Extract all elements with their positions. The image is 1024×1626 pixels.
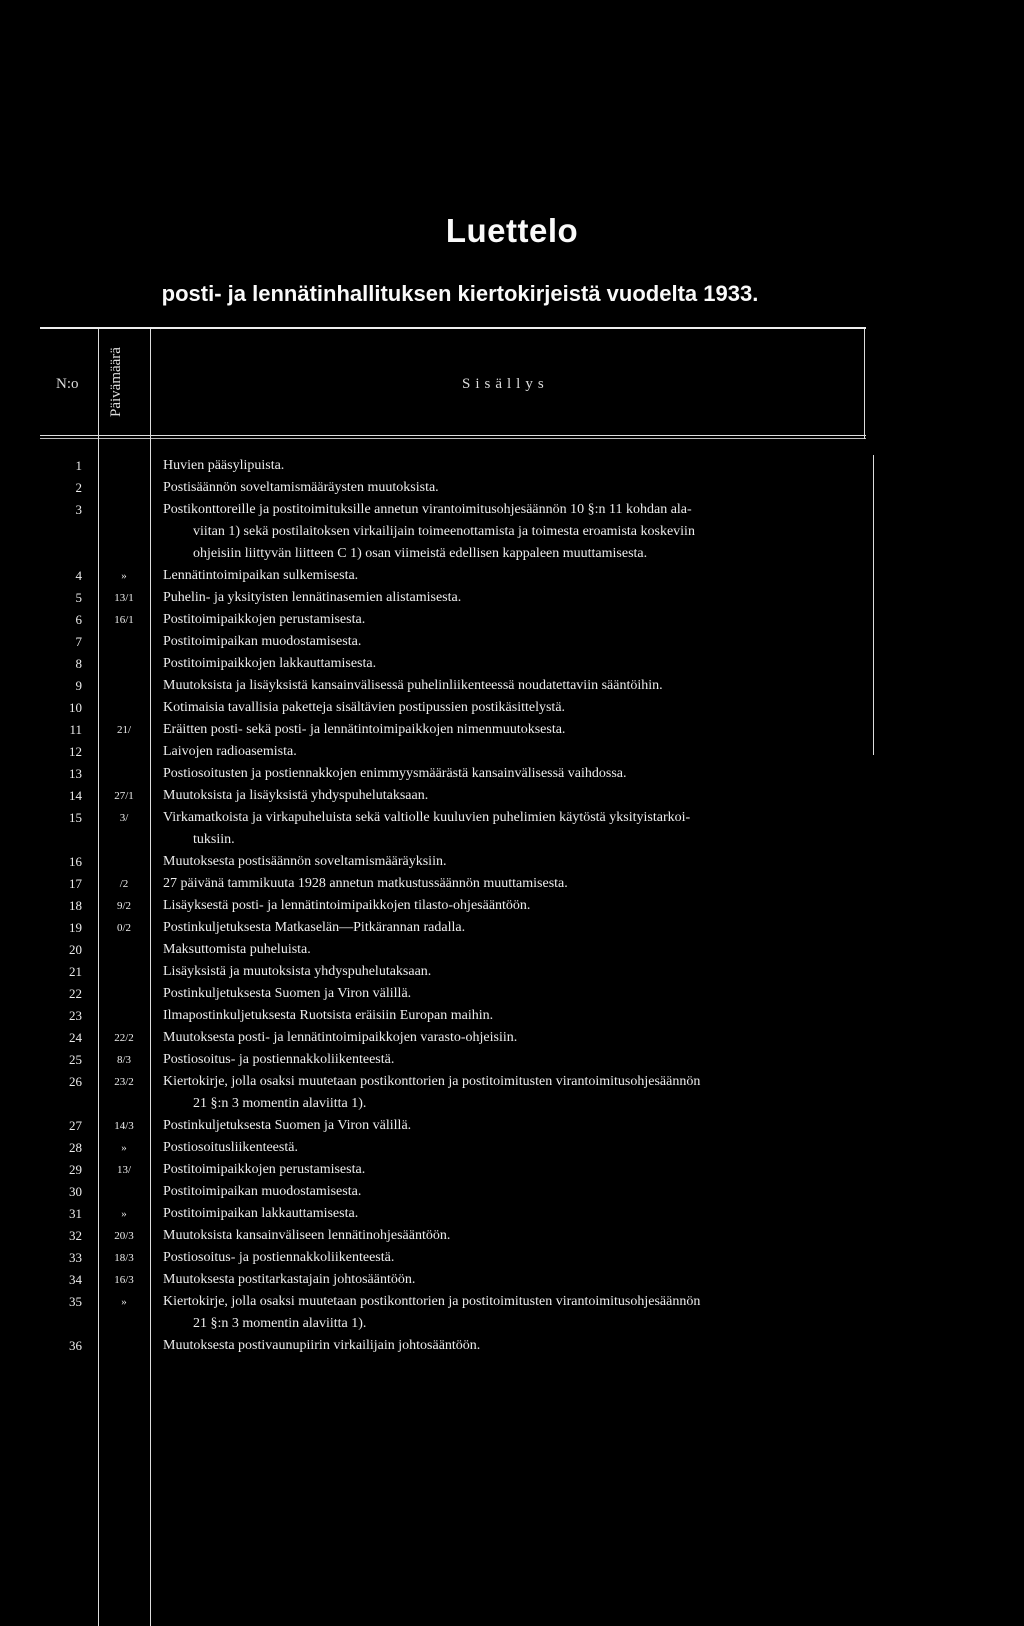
row-content-line: Virkamatkoista ja virkapuheluista sekä valtiolle kuuluvien puhelimien käytöstä yksityistarkoi- <box>163 810 691 825</box>
row-content-line: Postiosoitus- ja postiennakkoliikenteestä. <box>163 1052 395 1067</box>
row-content <box>163 697 871 719</box>
row-date: 3/ <box>119 812 129 824</box>
row-content <box>163 741 871 763</box>
table-row <box>0 1269 1024 1291</box>
row-date: 21/ <box>116 724 132 736</box>
row-content-line: Kotimaisia tavallisia paketteja sisältävien postipussien postikäsittelystä. <box>163 700 566 715</box>
row-content-line: Muutoksesta postitarkastajain johtosääntöön. <box>163 1272 416 1287</box>
table-row <box>0 697 1024 719</box>
row-number: 22 <box>69 986 82 1001</box>
row-content-line: Lennätintoimipaikan sulkemisesta. <box>163 568 359 583</box>
row-content-line: Muutoksesta postivaunupiirin virkailijain johtosääntöön. <box>163 1338 481 1353</box>
row-content-continuation: viitan 1) sekä postilaitoksen virkailijain toimeenottamista ja toimesta eroamista koskeviin <box>193 524 695 539</box>
row-content-line: Eräitten posti- sekä posti- ja lennätintoimipaikkojen nimenmuutoksesta. <box>163 722 566 737</box>
row-number: 23 <box>69 1008 82 1023</box>
table-row <box>0 1181 1024 1203</box>
row-content-line: Muutoksista ja lisäyksistä yhdyspuhelutaksaan. <box>163 788 429 803</box>
row-content <box>163 895 871 917</box>
table-row <box>0 961 1024 983</box>
row-number: 1 <box>75 458 82 473</box>
table-row <box>0 1071 1024 1115</box>
row-content <box>163 1335 871 1357</box>
row-number: 17 <box>69 876 82 891</box>
row-content <box>163 1027 871 1049</box>
row-content-line: Puhelin- ja yksityisten lennätinasemien alistamisesta. <box>163 590 462 605</box>
row-number: 12 <box>69 744 82 759</box>
row-number: 24 <box>69 1030 82 1045</box>
row-content-line: Muutoksista kansainväliseen lennätinohjesääntöön. <box>163 1228 451 1243</box>
row-number: 3 <box>75 502 82 517</box>
row-content <box>163 675 871 697</box>
row-content <box>163 807 871 851</box>
row-date: 13/ <box>116 1164 132 1176</box>
row-number: 10 <box>69 700 82 715</box>
table-row <box>0 631 1024 653</box>
table-body <box>0 455 1024 1357</box>
row-content-continuation: ohjeisiin liittyvän liitteen C 1) osan viimeistä edellisen kappaleen muuttamisesta. <box>193 546 648 561</box>
row-content <box>163 763 871 785</box>
table-row <box>0 851 1024 873</box>
row-number: 26 <box>69 1074 82 1089</box>
row-content <box>163 609 871 631</box>
page-subtitle: posti- ja lennätinhallituksen kiertokirjeistä vuodelta 1933. <box>161 281 759 306</box>
table-row <box>0 1115 1024 1137</box>
row-content-line: Maksuttomista puheluista. <box>163 942 311 957</box>
row-content-line: Postikonttoreille ja postitoimituksille annetun virantoimitusohjesäännön 10 §:n 11 kohdan ala- <box>163 502 692 517</box>
row-number: 27 <box>69 1118 82 1133</box>
row-number: 13 <box>69 766 82 781</box>
table-row <box>0 1225 1024 1247</box>
row-date: » <box>121 570 127 582</box>
row-content <box>163 477 871 499</box>
row-number: 21 <box>69 964 82 979</box>
row-content <box>163 961 871 983</box>
row-number: 2 <box>75 480 82 495</box>
row-number: 14 <box>69 788 82 803</box>
row-content <box>163 499 871 565</box>
table-row <box>0 983 1024 1005</box>
table-row <box>0 1247 1024 1269</box>
table-row <box>0 653 1024 675</box>
table-row <box>0 1049 1024 1071</box>
row-content-continuation: tuksiin. <box>193 832 235 847</box>
row-content-line: Postitoimipaikkojen lakkauttamisesta. <box>163 656 377 671</box>
row-number: 25 <box>69 1052 82 1067</box>
table-row <box>0 587 1024 609</box>
row-content <box>163 631 871 653</box>
row-content <box>163 653 871 675</box>
row-number: 19 <box>69 920 82 935</box>
table-row <box>0 1291 1024 1335</box>
table-row <box>0 499 1024 565</box>
row-date: 18/3 <box>114 1252 134 1264</box>
table-row <box>0 895 1024 917</box>
row-number: 16 <box>69 854 82 869</box>
row-number: 33 <box>69 1250 82 1265</box>
table-row <box>0 763 1024 785</box>
row-content <box>163 455 871 477</box>
table-row <box>0 1027 1024 1049</box>
row-content-line: Kiertokirje, jolla osaksi muutetaan postikonttorien ja postitoimitusten virantoimitusohjesäännön <box>163 1074 701 1089</box>
header-bottom-rule-2 <box>40 438 866 439</box>
row-content-line: Postinkuljetuksesta Matkaselän—Pitkärannan radalla. <box>163 920 466 935</box>
row-number: 9 <box>75 678 82 693</box>
row-content-line: Muutoksesta postisäännön soveltamismääräyksiin. <box>163 854 447 869</box>
row-date: 16/1 <box>114 614 134 626</box>
row-date: » <box>121 1296 127 1308</box>
header-date: Päivämäärä <box>108 347 124 417</box>
row-content <box>163 1005 871 1027</box>
table-row <box>0 917 1024 939</box>
row-content-line: Muutoksesta posti- ja lennätintoimipaikkojen varasto-ohjeisiin. <box>163 1030 518 1045</box>
row-date: /2 <box>119 878 129 890</box>
row-content <box>163 785 871 807</box>
row-number: 8 <box>75 656 82 671</box>
row-date: 20/3 <box>114 1230 134 1242</box>
row-number: 15 <box>69 810 82 825</box>
row-date: 16/3 <box>114 1274 134 1286</box>
table-row <box>0 873 1024 895</box>
table-row <box>0 1203 1024 1225</box>
header-content: Sisällys <box>462 376 549 392</box>
row-number: 6 <box>75 612 82 627</box>
column-divider-right <box>864 329 865 439</box>
table-row <box>0 741 1024 763</box>
row-content-line: Postinkuljetuksesta Suomen ja Viron välillä. <box>163 986 412 1001</box>
table-row <box>0 1335 1024 1357</box>
row-content-line: Postitoimipaikan lakkauttamisesta. <box>163 1206 359 1221</box>
row-content-line: Postiosoitus- ja postiennakkoliikenteestä. <box>163 1250 395 1265</box>
row-number: 20 <box>69 942 82 957</box>
row-content <box>163 1159 871 1181</box>
row-content-line: Lisäyksistä ja muutoksista yhdyspuhelutaksaan. <box>163 964 432 979</box>
row-content-line: Postiosoitusliikenteestä. <box>163 1140 298 1155</box>
row-content-line: Ilmapostinkuljetuksesta Ruotsista eräisiin Europan maihin. <box>163 1008 494 1023</box>
table-row <box>0 609 1024 631</box>
row-number: 4 <box>75 568 82 583</box>
row-number: 28 <box>69 1140 82 1155</box>
row-content-line: Laivojen radioasemista. <box>163 744 297 759</box>
row-content-line: Postitoimipaikan muodostamisesta. <box>163 1184 362 1199</box>
table-row <box>0 785 1024 807</box>
row-content-line: Kiertokirje, jolla osaksi muutetaan postikonttorien ja postitoimitusten virantoimitusohjesäännön <box>163 1294 701 1309</box>
row-date: 8/3 <box>116 1054 132 1066</box>
row-content <box>163 939 871 961</box>
row-date: 9/2 <box>116 900 132 912</box>
row-content-line: Postinkuljetuksesta Suomen ja Viron välillä. <box>163 1118 412 1133</box>
row-content <box>163 719 871 741</box>
table-row <box>0 675 1024 697</box>
table-top-rule <box>40 327 866 329</box>
row-content <box>163 1071 871 1115</box>
row-number: 7 <box>75 634 82 649</box>
row-content-line: Lisäyksestä posti- ja lennätintoimipaikkojen tilasto-ohjesääntöön. <box>163 898 531 913</box>
row-content <box>163 851 871 873</box>
row-content-line: Huvien pääsylipuista. <box>163 458 285 473</box>
row-content-continuation: 21 §:n 3 momentin alaviitta 1). <box>193 1316 367 1331</box>
row-date: 23/2 <box>114 1076 134 1088</box>
row-content-continuation: 21 §:n 3 momentin alaviitta 1). <box>193 1096 367 1111</box>
row-content <box>163 1269 871 1291</box>
table-row <box>0 1159 1024 1181</box>
row-content-line: Postitoimipaikan muodostamisesta. <box>163 634 362 649</box>
row-date: 13/1 <box>114 592 134 604</box>
row-number: 29 <box>69 1162 82 1177</box>
table-row <box>0 455 1024 477</box>
header-number: N:o <box>56 376 79 392</box>
row-content <box>163 587 871 609</box>
row-content <box>163 1225 871 1247</box>
row-number: 11 <box>69 722 82 737</box>
row-content-line: Postitoimipaikkojen perustamisesta. <box>163 612 366 627</box>
row-number: 36 <box>69 1338 82 1353</box>
row-content <box>163 917 871 939</box>
row-content <box>163 1137 871 1159</box>
row-content-line: Postisäännön soveltamismääräysten muutoksista. <box>163 480 439 495</box>
row-content <box>163 1203 871 1225</box>
header-bottom-rule <box>40 435 866 436</box>
table-row <box>0 1137 1024 1159</box>
row-content <box>163 1181 871 1203</box>
row-content <box>163 1291 871 1335</box>
row-content <box>163 983 871 1005</box>
row-content <box>163 1115 871 1137</box>
row-content <box>163 565 871 587</box>
row-number: 32 <box>69 1228 82 1243</box>
row-number: 35 <box>69 1294 82 1309</box>
row-content-line: 27 päivänä tammikuuta 1928 annetun matkustussäännön muuttamisesta. <box>163 876 568 891</box>
row-number: 31 <box>69 1206 82 1221</box>
row-number: 5 <box>75 590 82 605</box>
row-date: 14/3 <box>114 1120 134 1132</box>
table-row <box>0 939 1024 961</box>
row-content <box>163 1049 871 1071</box>
page-title: Luettelo <box>445 212 579 249</box>
row-number: 18 <box>69 898 82 913</box>
table-row <box>0 719 1024 741</box>
row-number: 30 <box>69 1184 82 1199</box>
table-row <box>0 1005 1024 1027</box>
table-row <box>0 807 1024 851</box>
row-content <box>163 873 871 895</box>
row-date: 27/1 <box>114 790 134 802</box>
row-date: » <box>121 1208 127 1220</box>
row-number: 34 <box>69 1272 82 1287</box>
table-row <box>0 477 1024 499</box>
row-content <box>163 1247 871 1269</box>
table-row <box>0 565 1024 587</box>
row-date: 22/2 <box>114 1032 134 1044</box>
row-content-line: Postiosoitusten ja postiennakkojen enimmyysmäärästä kansainvälisessä vaihdossa. <box>163 766 627 781</box>
row-date: » <box>121 1142 127 1154</box>
row-content-line: Postitoimipaikkojen perustamisesta. <box>163 1162 366 1177</box>
row-content-line: Muutoksista ja lisäyksistä kansainvälisessä puhelinliikenteessä noudatettaviin sääntöihin. <box>163 678 663 693</box>
row-date: 0/2 <box>116 922 132 934</box>
